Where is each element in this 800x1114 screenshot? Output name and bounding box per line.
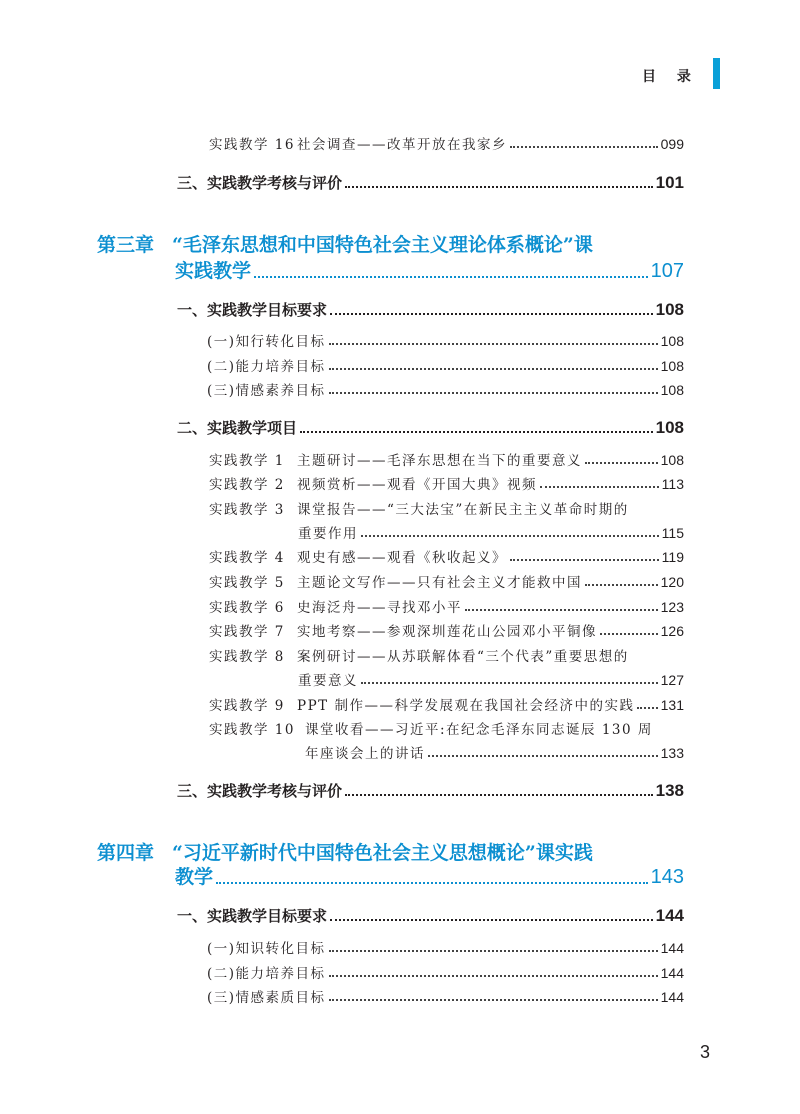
- entry-label: 实践教学 6: [209, 600, 285, 616]
- toc-entry-practice-8-cont[interactable]: [298, 669, 684, 689]
- section-label: 三、实践教学考核与评价: [177, 782, 343, 800]
- dot-leader: [329, 999, 658, 1001]
- toc-subentry-emotion[interactable]: [207, 379, 684, 399]
- chapter-title-continued: 实践教学: [175, 260, 252, 282]
- subentry-title: (一)知行转化目标: [207, 334, 326, 350]
- toc-entry-practice-6[interactable]: [209, 596, 684, 616]
- dot-leader: [361, 535, 659, 537]
- chapter-3-label: 第三章: [97, 234, 155, 256]
- entry-title: PPT 制作——科学发展观在我国社会经济中的实践: [297, 698, 635, 714]
- toc-entry-practice-1[interactable]: [209, 449, 684, 469]
- dot-leader: [330, 313, 653, 315]
- dot-leader: [345, 794, 653, 796]
- entry-page: 133: [660, 745, 684, 761]
- toc-subentry-knowledge-ch4[interactable]: [207, 937, 684, 957]
- toc-subentry-ability-ch4[interactable]: [207, 962, 684, 982]
- entry-label: 实践教学 2: [209, 477, 285, 493]
- entry-page: 126: [660, 623, 684, 639]
- dot-leader: [216, 882, 648, 884]
- toc-entry-practice-3-cont[interactable]: [298, 522, 684, 542]
- entry-page: 131: [660, 697, 684, 713]
- entry-title-continued: 重要作用: [298, 526, 358, 542]
- dot-leader: [329, 368, 658, 370]
- dot-leader: [329, 343, 658, 345]
- section-page: 108: [655, 300, 684, 319]
- dot-leader: [428, 755, 658, 757]
- dot-leader: [329, 950, 658, 952]
- section-page: 138: [655, 781, 684, 800]
- toc-entry-practice-3-label: 实践教学 3: [209, 502, 285, 518]
- toc-entry-practice-4[interactable]: [209, 546, 684, 566]
- chapter-4-title[interactable]: “习近平新时代中国特色社会主义思想概论”课实践: [172, 842, 593, 864]
- chapter-3-title[interactable]: “毛泽东思想和中国特色社会主义理论体系概论”课: [172, 234, 593, 256]
- dot-leader: [637, 707, 657, 709]
- toc-section-assessment-ch2[interactable]: [177, 172, 684, 193]
- toc-entry-practice-8-label: 实践教学 8: [209, 649, 285, 665]
- header-accent-bar: [713, 58, 720, 89]
- dot-leader: [361, 682, 658, 684]
- subentry-title: (二)能力培养目标: [207, 966, 326, 982]
- dot-leader: [585, 462, 658, 464]
- dot-leader: [510, 146, 658, 148]
- entry-page: 127: [660, 672, 684, 688]
- dot-leader: [329, 392, 658, 394]
- entry-page: 099: [660, 136, 684, 152]
- subentry-page: 144: [660, 989, 684, 1005]
- toc-section-projects-ch3[interactable]: [177, 417, 684, 438]
- entry-title: 史海泛舟——寻找邓小平: [297, 600, 462, 616]
- toc-entry-practice-5[interactable]: [209, 571, 684, 591]
- entry-title: 视频赏析——观看《开国大典》视频: [297, 477, 537, 493]
- subentry-title: (一)知识转化目标: [207, 941, 326, 957]
- chapter-3-title-line2[interactable]: [175, 256, 684, 283]
- section-page: 101: [655, 173, 684, 192]
- toc-entry-practice-10-cont[interactable]: [305, 742, 684, 762]
- dot-leader: [600, 633, 658, 635]
- dot-leader: [585, 584, 658, 586]
- entry-title: 主题研讨——毛泽东思想在当下的重要意义: [297, 453, 582, 469]
- chapter-4-label: 第四章: [97, 842, 155, 864]
- page-number: 3: [700, 1042, 711, 1062]
- dot-leader: [510, 559, 659, 561]
- subentry-page: 144: [660, 965, 684, 981]
- dot-leader: [300, 431, 653, 433]
- subentry-page: 108: [660, 382, 684, 398]
- toc-subentry-ability[interactable]: [207, 355, 684, 375]
- toc-subentry-emotion-ch4[interactable]: [207, 986, 684, 1006]
- entry-page: 119: [661, 549, 684, 565]
- toc-entry-practice-3-title[interactable]: 课堂报告——“三大法宝”在新民主主义革命时期的: [297, 502, 629, 518]
- subentry-page: 108: [660, 358, 684, 374]
- toc-entry-practice-16[interactable]: [209, 133, 684, 153]
- dot-leader: [465, 609, 658, 611]
- toc-section-goals-ch3[interactable]: [177, 299, 684, 320]
- toc-entry-practice-8-title[interactable]: 案例研讨——从苏联解体看“三个代表”重要思想的: [297, 649, 629, 665]
- entry-label: 实践教学 1: [209, 453, 285, 469]
- toc-entry-practice-9[interactable]: [209, 694, 684, 714]
- chapter-page: 107: [650, 260, 684, 282]
- section-label: 二、实践教学项目: [177, 419, 298, 437]
- chapter-4-title-line2[interactable]: [175, 862, 684, 889]
- subentry-title: (三)情感素养目标: [207, 383, 326, 399]
- entry-label: 实践教学 4: [209, 550, 285, 566]
- entry-title: 观史有感——观看《秋收起义》: [297, 550, 507, 566]
- section-page: 144: [655, 906, 684, 925]
- dot-leader: [330, 919, 653, 921]
- entry-title: 实地考察——参观深圳莲花山公园邓小平铜像: [297, 624, 597, 640]
- entry-page: 108: [660, 452, 684, 468]
- section-page: 108: [655, 418, 684, 437]
- toc-entry-practice-10-label: 实践教学 10: [209, 722, 295, 738]
- chapter-title-continued: 教学: [175, 866, 214, 888]
- chapter-page: 143: [650, 866, 684, 888]
- entry-title-continued: 年座谈会上的讲话: [305, 746, 425, 762]
- subentry-page: 144: [660, 940, 684, 956]
- entry-page: 113: [661, 476, 684, 492]
- entry-page: 123: [660, 599, 684, 615]
- entry-page: 115: [661, 525, 684, 541]
- toc-entry-practice-10-title[interactable]: 课堂收看——习近平:在纪念毛泽东同志诞辰 130 周: [305, 722, 653, 738]
- entry-label: 实践教学 7: [209, 624, 285, 640]
- section-label: 三、实践教学考核与评价: [177, 174, 343, 192]
- entry-title: 社会调查——改革开放在我家乡: [297, 137, 507, 153]
- running-header-title: 目 录: [642, 69, 699, 85]
- dot-leader: [345, 186, 653, 188]
- entry-page: 120: [660, 574, 684, 590]
- dot-leader: [540, 486, 659, 488]
- dot-leader: [329, 975, 658, 977]
- subentry-title: (三)情感素质目标: [207, 990, 326, 1006]
- toc-section-goals-ch4[interactable]: [177, 905, 684, 926]
- entry-label: 实践教学 16: [209, 137, 295, 153]
- subentry-page: 108: [660, 333, 684, 349]
- toc-section-assessment-ch3[interactable]: [177, 780, 684, 801]
- entry-title: 主题论文写作——只有社会主义才能救中国: [297, 575, 582, 591]
- subentry-title: (二)能力培养目标: [207, 359, 326, 375]
- entry-label: 实践教学 9: [209, 698, 285, 714]
- dot-leader: [254, 276, 648, 278]
- toc-entry-practice-7[interactable]: [209, 620, 684, 640]
- toc-entry-practice-2[interactable]: [209, 473, 684, 493]
- section-label: 一、实践教学目标要求: [177, 907, 328, 925]
- entry-title-continued: 重要意义: [298, 673, 358, 689]
- toc-subentry-knowledge[interactable]: [207, 330, 684, 350]
- section-label: 一、实践教学目标要求: [177, 301, 328, 319]
- entry-label: 实践教学 5: [209, 575, 285, 591]
